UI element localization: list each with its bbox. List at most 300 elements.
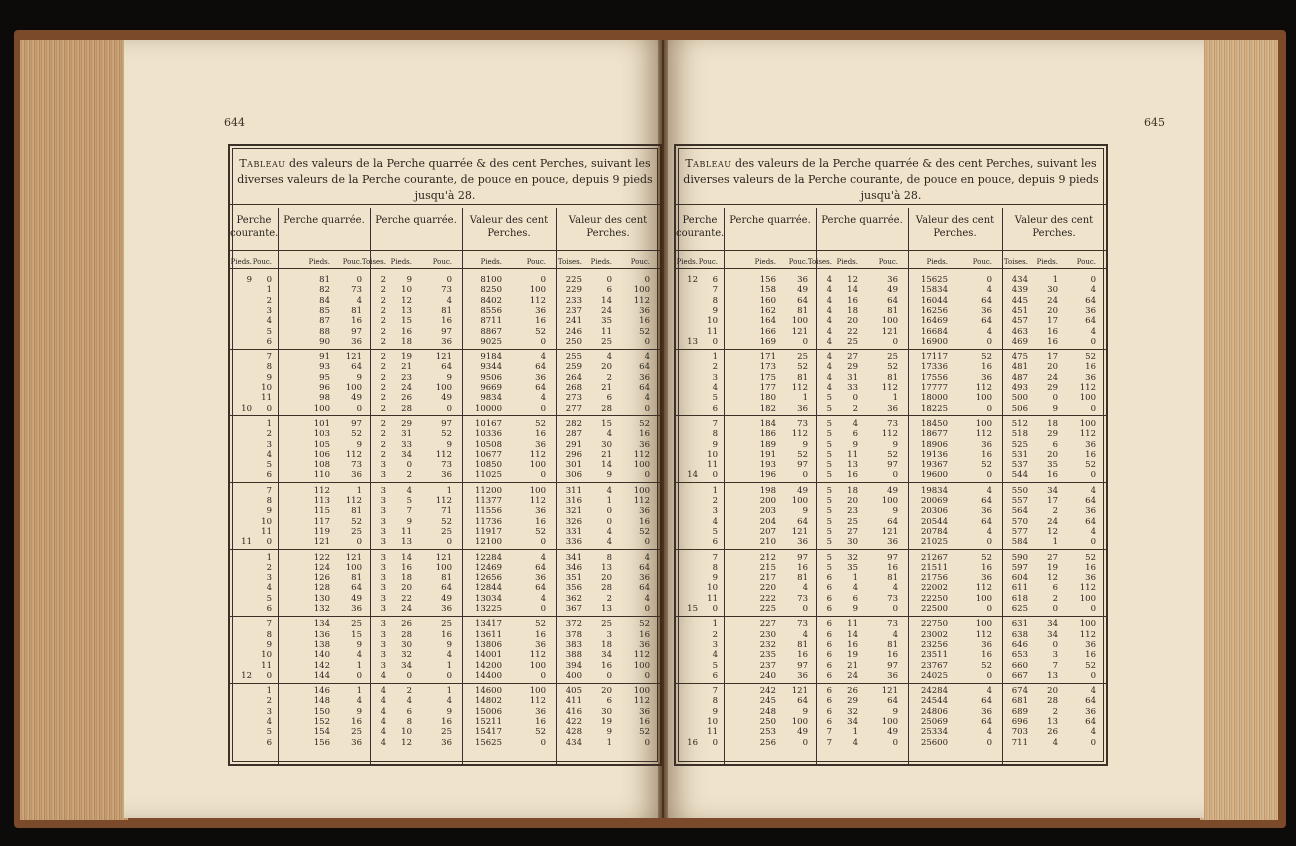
block-rule (230, 349, 660, 350)
table-cell: 0 (802, 604, 808, 614)
table-cell: 25 (601, 619, 612, 630)
table-cell: 49 (351, 593, 362, 604)
table-cell: 11 (261, 393, 272, 404)
table-cell: 245 (759, 696, 776, 707)
table-cell: 3 (380, 470, 386, 481)
table-cell: 9834 (480, 393, 502, 404)
table-cell: 16 (1085, 650, 1096, 661)
table-cell: 4 (406, 696, 412, 707)
table-cell: 250 (759, 717, 776, 727)
table-cell: 10 (261, 650, 272, 661)
table-cell: 4 (606, 537, 612, 548)
table-cell: 4 (380, 686, 386, 697)
table-cell: 64 (981, 316, 992, 327)
table-cell: 25 (847, 336, 858, 347)
table-cell: 31 (847, 372, 858, 383)
table-cell: 5 (266, 593, 272, 604)
table-cell: 81 (319, 275, 330, 285)
table-cell: 128 (313, 583, 330, 594)
table-cell: 100 (435, 562, 452, 573)
table-cell: 154 (313, 727, 330, 738)
table-cell: 121 (345, 552, 362, 563)
table-cell: 518 (1011, 429, 1028, 440)
table-cell: 5 (266, 727, 272, 738)
table-cell: 150 (313, 706, 330, 717)
table-cell: 21 (601, 449, 612, 460)
table-cell: 182 (759, 403, 776, 414)
table-cell: 189 (759, 439, 776, 450)
unit-label: Pouc. (630, 258, 650, 266)
table-cell: 3 (606, 629, 612, 640)
table-cell: 5 (826, 562, 832, 573)
table-cell: 148 (313, 696, 330, 707)
table-cell: 112 (345, 449, 362, 460)
table-cell: 0 (712, 737, 718, 748)
table-cell: 122 (313, 552, 330, 563)
table-cell: 32 (847, 552, 858, 563)
table-cell: 121 (345, 352, 362, 363)
table-cell: 100 (791, 316, 808, 327)
table-cell: 681 (1011, 696, 1028, 707)
table-cell: 217 (759, 573, 776, 584)
table-cell: 9 (802, 706, 808, 717)
table-cell: 117 (313, 516, 330, 527)
table-cell: 2 (380, 336, 386, 347)
table-cell: 0 (644, 470, 650, 481)
table-cell: 264 (565, 372, 582, 383)
table-cell: 11 (401, 526, 412, 537)
table-cell: 6 (1052, 583, 1058, 594)
table-cell: 1 (1052, 537, 1058, 548)
table-cell: 9 (892, 439, 898, 450)
table-cell: 625 (1011, 604, 1028, 614)
table-cell: 326 (565, 516, 582, 527)
table-cell: 689 (1011, 706, 1028, 717)
table-cell: 6 (606, 696, 612, 707)
table-cell: 5 (712, 526, 718, 537)
table-cell: 36 (981, 305, 992, 316)
table-cell: 36 (535, 639, 546, 650)
table-cell: 24 (601, 305, 612, 316)
table-cell: 6 (606, 285, 612, 296)
table-cell: 64 (887, 516, 898, 527)
table-cell: 7 (266, 485, 272, 496)
table-cell: 64 (1085, 516, 1096, 527)
table-cell: 36 (981, 639, 992, 650)
table-cell: 36 (639, 305, 650, 316)
table-cell: 2 (380, 393, 386, 404)
table-cell: 287 (565, 429, 582, 440)
table-cell: 2 (380, 305, 386, 316)
table-cell: 22500 (920, 604, 948, 614)
table-cell: 1 (266, 418, 272, 429)
table-cell: 4 (802, 583, 808, 594)
table-cell: 142 (313, 660, 330, 671)
table-cell: 2 (266, 562, 272, 573)
table-cell: 5 (826, 552, 832, 563)
table-cell: 351 (565, 573, 582, 584)
table-cell: 64 (797, 696, 808, 707)
table-cell: 24 (401, 604, 412, 614)
table-cell: 16 (351, 316, 362, 327)
table-cell: 5 (826, 470, 832, 481)
table-cell: 16 (535, 629, 546, 640)
column-header: Perche quarrée. (729, 215, 811, 226)
table-cell: 23 (847, 506, 858, 517)
table-cell: 11 (847, 449, 858, 460)
table-cell: 660 (1011, 660, 1028, 671)
column-header: Valeur des cent Perches. (1014, 215, 1094, 239)
table-cell: 7 (712, 285, 718, 296)
table-cell: 81 (887, 305, 898, 316)
table-cell: 0 (446, 403, 452, 414)
table-cell: 52 (1085, 552, 1096, 563)
table-cell: 112 (881, 429, 898, 440)
table-cell: 0 (986, 403, 992, 414)
table-cell: 250 (565, 336, 582, 347)
table-cell: 26 (401, 619, 412, 630)
table-cell: 3 (380, 660, 386, 671)
table-cell: 21 (847, 660, 858, 671)
table-cell: 20 (601, 686, 612, 697)
table-cell: 121 (881, 526, 898, 537)
table-cell: 4 (644, 393, 650, 404)
table-cell: 0 (852, 393, 858, 404)
table-cell: 2 (380, 275, 386, 285)
table-cell: 0 (266, 537, 272, 548)
table-cell: 52 (535, 326, 546, 337)
table-cell: 112 (975, 583, 992, 594)
table-cell: 15006 (474, 706, 502, 717)
table-cell: 10 (707, 449, 718, 460)
table-cell: 28 (1047, 696, 1058, 707)
table-cell: 16 (797, 562, 808, 573)
table-cell: 11200 (474, 485, 502, 496)
table-cell: 6 (712, 403, 718, 414)
table-cell: 1 (356, 485, 362, 496)
table-cell: 14802 (474, 696, 502, 707)
table-cell: 52 (981, 660, 992, 671)
table-cell: 100 (345, 562, 362, 573)
table-cell: 146 (313, 686, 330, 697)
table-cell: 12100 (474, 537, 502, 548)
table-cell: 29 (1047, 383, 1058, 393)
table-cell: 112 (791, 429, 808, 440)
table-cell: 11556 (474, 506, 502, 517)
table-cell: 3 (380, 629, 386, 640)
table-cell: 15 (351, 629, 362, 640)
table-cell: 175 (759, 372, 776, 383)
table-cell: 12656 (474, 573, 502, 584)
table-cell: 52 (535, 526, 546, 537)
table-cell: 311 (565, 485, 582, 496)
table-cell: 64 (535, 562, 546, 573)
table-cell: 233 (565, 295, 582, 306)
table-cell: 4 (826, 295, 832, 306)
table-cell: 7 (266, 352, 272, 363)
table-cell: 451 (1011, 305, 1028, 316)
table-cell: 16 (535, 429, 546, 440)
table-cell: 550 (1011, 485, 1028, 496)
table-cell: 186 (759, 429, 776, 440)
table-cell: 14 (847, 629, 858, 640)
table-cell: 646 (1011, 639, 1028, 650)
table-cell: 18 (401, 573, 412, 584)
table-cell: 36 (351, 604, 362, 614)
table-cell: 0 (540, 336, 546, 347)
column-header: Valeur des cent Perches. (469, 215, 549, 239)
table-cell: 6 (826, 706, 832, 717)
table-cell: 84 (319, 295, 330, 306)
table-cell: 6 (712, 537, 718, 548)
table-cell: 9 (266, 372, 272, 383)
table-cell: 0 (986, 537, 992, 548)
table-cell: 16 (887, 650, 898, 661)
table-cell: 3 (380, 619, 386, 630)
table-cell: 2 (380, 403, 386, 414)
table-cell: 36 (1085, 372, 1096, 383)
table-cell: 16 (535, 316, 546, 327)
table-cell: 36 (1085, 706, 1096, 717)
table-cell: 16 (441, 629, 452, 640)
table-cell: 1 (266, 686, 272, 697)
table-cell: 12 (1047, 526, 1058, 537)
table-cell: 64 (981, 717, 992, 727)
table-cell: 85 (319, 305, 330, 316)
table-cell: 2 (712, 629, 718, 640)
table-cell: 0 (606, 506, 612, 517)
table-cell: 6 (266, 336, 272, 347)
table-cell: 16 (887, 562, 898, 573)
unit-label: Toises. (361, 258, 386, 266)
table-cell: 177 (759, 383, 776, 393)
table-cell: 5 (712, 393, 718, 404)
table-cell: 16 (797, 650, 808, 661)
table-cell: 4 (1090, 686, 1096, 697)
table-cell: 49 (887, 727, 898, 738)
table-cell: 4 (712, 650, 718, 661)
table-cell: 4 (826, 383, 832, 393)
table-cell: 4 (826, 275, 832, 285)
column-header: Perche courante. (676, 215, 725, 239)
table-cell: 7 (266, 619, 272, 630)
table-cell: 6 (826, 696, 832, 707)
table-cell: 7 (406, 506, 412, 517)
right-page-edges (1200, 40, 1278, 820)
table-cell: 81 (797, 573, 808, 584)
table-cell: 119 (313, 526, 330, 537)
table-cell: 4 (266, 316, 272, 327)
table-cell: 1 (712, 352, 718, 363)
table-cell: 0 (644, 537, 650, 548)
table-cell: 16 (1085, 562, 1096, 573)
table-cell: 121 (791, 686, 808, 697)
table-cell: 246 (565, 326, 582, 337)
table-cell: 15834 (920, 285, 948, 296)
table-cell: 11 (847, 619, 858, 630)
table-cell: 9 (266, 506, 272, 517)
table-cell: 18677 (920, 429, 948, 440)
table-cell: 21025 (920, 537, 948, 548)
table-cell: 13225 (474, 604, 502, 614)
table-cell: 711 (1011, 737, 1028, 748)
page-number: 645 (1144, 116, 1165, 129)
table-cell: 463 (1011, 326, 1028, 337)
unit-label: Pieds. (836, 258, 858, 266)
table-cell: 9 (266, 639, 272, 650)
table-cell: 9669 (480, 383, 502, 393)
table-cell: 112 (975, 429, 992, 440)
table-cell: 4 (852, 737, 858, 748)
table-cell: 291 (565, 439, 582, 450)
table-cell: 9 (606, 470, 612, 481)
table-cell: 5 (826, 439, 832, 450)
table-cell: 13 (401, 305, 412, 316)
table-cell: 19600 (920, 470, 948, 481)
units-rule (230, 268, 660, 269)
table-cell: 0 (644, 336, 650, 347)
table-cell: 9 (712, 573, 718, 584)
table-cell: 301 (565, 460, 582, 471)
table-cell: 17 (1047, 352, 1058, 363)
table-cell: 2 (1052, 706, 1058, 717)
table-cell: 9 (852, 604, 858, 614)
table-cell: 696 (1011, 717, 1028, 727)
table-cell: 34 (401, 449, 412, 460)
table-cell: 100 (633, 460, 650, 471)
table-cell: 24 (847, 670, 858, 681)
table-cell: 166 (759, 326, 776, 337)
table-cell: 434 (1011, 275, 1028, 285)
table-cell: 2 (380, 285, 386, 296)
table-cell: 8100 (480, 275, 502, 285)
table-cell: 7 (826, 737, 832, 748)
table-cell: 3 (266, 706, 272, 717)
table-cell: 4 (644, 552, 650, 563)
table-cell: 0 (540, 537, 546, 548)
table-cell: 8 (712, 429, 718, 440)
table-cell: 4 (606, 485, 612, 496)
table-cell: 52 (1085, 460, 1096, 471)
table-cell: 346 (565, 562, 582, 573)
table-cell: 52 (535, 619, 546, 630)
table-cell: 173 (759, 362, 776, 373)
table-cell: 64 (351, 362, 362, 373)
table-cell: 95 (319, 372, 330, 383)
table-cell: 16 (981, 449, 992, 460)
table-cell: 9 (1052, 403, 1058, 414)
table-cell: 6 (266, 604, 272, 614)
table-cell: 24 (401, 383, 412, 393)
table-cell: 6 (826, 650, 832, 661)
table-cell: 0 (986, 336, 992, 347)
table-cell: 81 (351, 573, 362, 584)
table-cell: 73 (351, 460, 362, 471)
table-cell: 525 (1011, 439, 1028, 450)
table-cell: 93 (319, 362, 330, 373)
table-cell: 9 (356, 639, 362, 650)
table-cell: 2 (266, 696, 272, 707)
table-cell: 64 (1085, 696, 1096, 707)
table-cell: 81 (441, 573, 452, 584)
table-cell: 0 (892, 470, 898, 481)
table-cell: 20784 (920, 526, 948, 537)
table-cell: 487 (1011, 372, 1028, 383)
table-cell: 25 (351, 526, 362, 537)
table-cell: 4 (1090, 485, 1096, 496)
table-cell: 17 (1047, 496, 1058, 506)
table-cell: 91 (319, 352, 330, 363)
table-cell: 52 (639, 326, 650, 337)
table-cell: 2 (712, 362, 718, 373)
table-cell: 0 (712, 604, 718, 614)
table-cell: 20 (601, 573, 612, 584)
table-cell: 16 (981, 362, 992, 373)
table-cell: 112 (975, 383, 992, 393)
table-cell: 18 (847, 485, 858, 496)
table-cell: 22750 (920, 619, 948, 630)
unit-label: Toises. (557, 258, 582, 266)
table-cell: 64 (351, 583, 362, 594)
table-cell: 5 (826, 403, 832, 414)
table-cell: 138 (313, 639, 330, 650)
table-cell: 4 (606, 429, 612, 440)
table-cell: 52 (639, 619, 650, 630)
table-cell: 20 (847, 496, 858, 506)
table-cell: 457 (1011, 316, 1028, 327)
table-cell: 10 (707, 717, 718, 727)
table-cell: 36 (1085, 573, 1096, 584)
table-cell: 13806 (474, 639, 502, 650)
table-cell: 5 (266, 460, 272, 471)
table-cell: 0 (892, 604, 898, 614)
table-cell: 12 (687, 275, 698, 285)
title-text: des valeurs de la Perche quarrée & des cent Perches, suivant les diverses valeurs de la Perche courante, de pouce en pouce, depuis 9 pieds jusqu'à 28. (237, 157, 653, 202)
block-rule (676, 616, 1106, 617)
table-cell: 3 (380, 526, 386, 537)
table-cell: 3 (266, 439, 272, 450)
table-cell: 36 (797, 670, 808, 681)
table-cell: 225 (759, 604, 776, 614)
table-cell: 8 (266, 629, 272, 640)
table-cell: 17777 (920, 383, 948, 393)
table-cell: 13611 (474, 629, 502, 640)
table-cell: 20 (1047, 305, 1058, 316)
table-cell: 52 (639, 526, 650, 537)
table-cell: 24806 (920, 706, 948, 717)
table-cell: 140 (313, 650, 330, 661)
table-cell: 11 (261, 526, 272, 537)
table-cell: 227 (759, 619, 776, 630)
table-cell: 8 (266, 362, 272, 373)
table-cell: 3 (712, 372, 718, 383)
table-cell: 3 (380, 593, 386, 604)
table-cell: 121 (791, 326, 808, 337)
block-rule (676, 482, 1106, 483)
table-cell: 10 (401, 727, 412, 738)
table-cell: 14001 (474, 650, 502, 661)
table-cell: 1 (1052, 275, 1058, 285)
table-cell: 14 (847, 285, 858, 296)
table-cell: 110 (313, 470, 330, 481)
table-cell: 674 (1011, 686, 1028, 697)
table-cell: 7 (712, 418, 718, 429)
table-cell: 160 (759, 295, 776, 306)
table-cell: 590 (1011, 552, 1028, 563)
table-cell: 162 (759, 305, 776, 316)
table-cell: 112 (1079, 583, 1096, 594)
table-cell: 73 (887, 619, 898, 630)
